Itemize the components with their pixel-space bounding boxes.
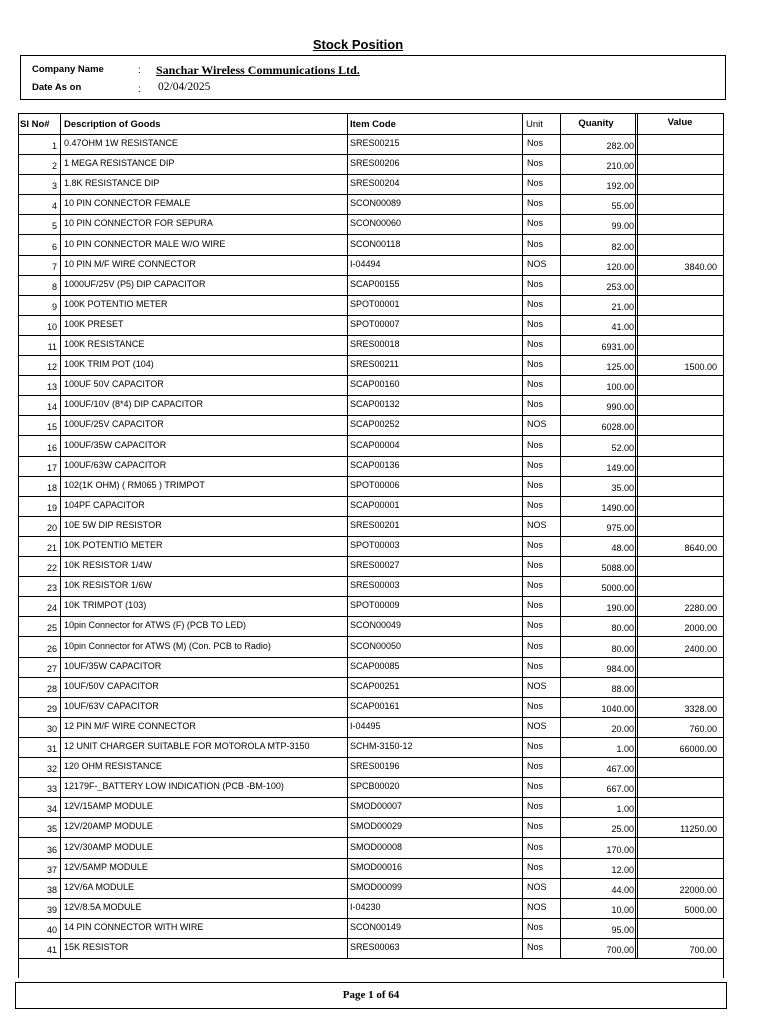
- unit-cell: Nos: [527, 479, 544, 490]
- item-code-cell: SCAP00132: [350, 399, 400, 410]
- unit-cell: Nos: [527, 861, 544, 872]
- quantity-cell: 192.00: [606, 181, 634, 192]
- item-code-cell: SRES00211: [350, 359, 399, 370]
- sl-no-cell: 12: [46, 362, 57, 373]
- unit-cell: NOS: [527, 419, 547, 430]
- description-cell: 104PF CAPACITOR: [64, 499, 145, 510]
- quantity-cell: 48.00: [611, 543, 634, 553]
- table-row: [19, 477, 723, 497]
- sl-no-cell: 1: [51, 141, 57, 151]
- unit-cell: Nos: [527, 158, 544, 169]
- sl-no-cell: 2: [51, 161, 57, 172]
- quantity-cell: 20.00: [611, 723, 634, 734]
- item-code-cell: SPOT00003: [350, 540, 400, 550]
- description-cell: 10pin Connector for ATWS (M) (Con. PCB to Radio): [64, 640, 271, 651]
- description-cell: 10 PIN CONNECTOR FEMALE: [64, 198, 191, 209]
- description-cell: 1000UF/25V (P5) DIP CAPACITOR: [64, 278, 206, 289]
- item-code-cell: SMOD00099: [350, 881, 403, 892]
- table-row: [19, 577, 723, 597]
- sl-no-cell: 17: [46, 462, 57, 473]
- item-code-cell: SRES00027: [350, 560, 400, 571]
- description-cell: 12 UNIT CHARGER SUITABLE FOR MOTOROLA MTP-3150: [64, 741, 310, 751]
- sl-no-cell: 26: [46, 643, 57, 654]
- sl-no-cell: 39: [46, 904, 57, 915]
- description-cell: 10UF/63V CAPACITOR: [64, 700, 159, 711]
- company-name-label: Company Name: [32, 64, 104, 75]
- report-title: Stock Position: [312, 37, 404, 52]
- table-row: [19, 457, 723, 477]
- sl-no-cell: 35: [46, 824, 57, 835]
- value-header: Value: [667, 117, 693, 128]
- description-cell: 12V/30AMP MODULE: [64, 841, 153, 852]
- table-row: [19, 698, 723, 718]
- value-cell: 2280.00: [684, 603, 717, 614]
- description-cell: 14 PIN CONNECTOR WITH WIRE: [64, 921, 204, 932]
- quantity-cell: 35.00: [611, 482, 634, 493]
- quantity-cell: 1.00: [616, 804, 634, 815]
- table-row: [19, 437, 723, 457]
- quantity-cell: 55.00: [611, 201, 634, 212]
- company-name-value: Sanchar Wireless Communications Ltd.: [156, 63, 360, 77]
- value-cell: 66000.00: [679, 744, 717, 754]
- quantity-cell: 100.00: [606, 382, 634, 393]
- item-code-cell: SRES00018: [350, 339, 400, 349]
- table-row: [19, 175, 723, 195]
- unit-cell: Nos: [527, 560, 544, 571]
- description-cell: 120 OHM RESISTANCE: [64, 761, 162, 772]
- table-row: [19, 617, 723, 637]
- table-row: [19, 597, 723, 617]
- item-code-cell: SCON00049: [350, 620, 402, 631]
- sl-no-cell: 4: [51, 201, 57, 212]
- table-row: [19, 798, 723, 818]
- sl-no-cell: 24: [46, 603, 57, 614]
- description-cell: 10 PIN CONNECTOR MALE W/O WIRE: [64, 238, 226, 249]
- item-code-cell: SCON00089: [350, 198, 402, 209]
- quantity-cell: 282.00: [606, 141, 634, 151]
- quantity-cell: 990.00: [606, 402, 634, 413]
- sl-no-cell: 3: [51, 181, 57, 192]
- sl-no-cell: 33: [46, 784, 57, 795]
- description-cell: 10UF/35W CAPACITOR: [64, 660, 162, 671]
- sl-no-cell: 5: [51, 221, 57, 232]
- sl-no-cell: 27: [46, 663, 57, 674]
- quantity-cell: 210.00: [606, 161, 634, 172]
- item-code-cell: SMOD00007: [350, 801, 403, 812]
- sl-no-cell: 23: [46, 583, 57, 594]
- sl-no-cell: 37: [46, 864, 57, 875]
- item-code-cell: SCAP00136: [350, 459, 400, 470]
- sl-no-cell: 21: [46, 543, 57, 553]
- item-code-cell: SMOD00016: [350, 861, 403, 872]
- description-cell: 1 MEGA RESISTANCE DIP: [64, 158, 175, 169]
- unit-cell: Nos: [527, 198, 544, 209]
- quantity-cell: 5000.00: [601, 583, 634, 594]
- sl-no-cell: 11: [47, 342, 57, 352]
- description-cell: 12179F-_BATTERY LOW INDICATION (PCB -BM-100): [64, 781, 284, 792]
- table-row: [19, 557, 723, 577]
- table-row: [19, 537, 723, 557]
- sl-no-cell: 32: [46, 764, 57, 775]
- item-code-cell: SRES00206: [350, 158, 400, 169]
- unit-cell: NOS: [527, 519, 547, 530]
- item-code-cell: SCAP00252: [350, 419, 400, 430]
- description-cell: 12V/8.5A MODULE: [64, 901, 142, 912]
- unit-cell: Nos: [527, 339, 544, 349]
- value-cell: 5000.00: [684, 904, 717, 915]
- description-cell: 10pin Connector for ATWS (F) (PCB TO LED): [64, 620, 247, 631]
- quantity-cell: 41.00: [611, 321, 634, 332]
- description-cell: 12V/6A MODULE: [64, 881, 135, 892]
- unit-cell: Nos: [527, 921, 544, 932]
- unit-cell: Nos: [527, 399, 544, 410]
- sl-no-cell: 20: [46, 522, 57, 533]
- item-code-cell: SPOT00007: [350, 318, 400, 329]
- company-name-colon: :: [138, 65, 141, 76]
- sl-no-cell: 18: [46, 482, 57, 493]
- unit-cell: Nos: [527, 218, 544, 229]
- unit-cell: Nos: [527, 821, 544, 832]
- unit-cell: Nos: [527, 700, 544, 711]
- unit-cell: Nos: [527, 459, 544, 470]
- description-cell: 100K TRIM POT (104): [64, 359, 154, 370]
- description-cell: 102(1K OHM) ( RM065 ) TRIMPOT: [64, 479, 205, 490]
- item-code-cell: SPOT00001: [350, 298, 400, 309]
- sl-no-cell: 29: [46, 703, 57, 714]
- table-row: [19, 818, 723, 838]
- value-cell: 11250.00: [680, 824, 717, 835]
- description-header: Description of Goods: [64, 119, 161, 130]
- quantity-cell: 667.00: [606, 784, 634, 795]
- report-header-box: [20, 55, 726, 100]
- description-cell: 100UF/25V CAPACITOR: [64, 419, 164, 430]
- description-cell: 10 PIN M/F WIRE CONNECTOR: [64, 258, 196, 269]
- sl-no-cell: 14: [46, 402, 57, 413]
- quantity-cell: 253.00: [606, 281, 634, 292]
- table-row: [19, 839, 723, 859]
- unit-cell: NOS: [527, 258, 547, 269]
- value-cell: 1500.00: [684, 362, 717, 373]
- item-code-cell: I-04494: [350, 258, 381, 269]
- description-cell: 12V/15AMP MODULE: [64, 801, 153, 812]
- sl-no-cell: 13: [46, 382, 57, 393]
- unit-cell: Nos: [527, 499, 544, 510]
- unit-cell: Nos: [527, 318, 544, 329]
- sl-no-cell: 6: [51, 241, 57, 252]
- value-cell: 2400.00: [684, 643, 717, 654]
- sl-no-cell: 10: [46, 321, 57, 332]
- sl-no-cell: 9: [51, 301, 57, 312]
- unit-cell: Nos: [527, 138, 544, 148]
- value-cell: 760.00: [689, 723, 717, 734]
- table-row: [19, 899, 723, 919]
- unit-cell: Nos: [527, 781, 544, 792]
- unit-cell: Nos: [527, 942, 544, 952]
- sl-no-cell: 36: [46, 844, 57, 855]
- description-cell: 10E 5W DIP RESISTOR: [64, 519, 162, 530]
- quantity-cell: 10.00: [611, 904, 634, 915]
- table-row: [19, 497, 723, 517]
- unit-cell: Nos: [527, 439, 544, 450]
- description-cell: 100UF/10V (8*4) DIP CAPACITOR: [64, 399, 204, 410]
- item-code-cell: SCON00118: [350, 238, 401, 249]
- table-row: [19, 859, 723, 879]
- value-cell: 3328.00: [684, 703, 717, 714]
- table-row: [19, 215, 723, 235]
- quantity-cell: 44.00: [611, 884, 634, 895]
- table-row: [19, 879, 723, 899]
- quantity-cell: 1.00: [616, 744, 634, 754]
- unit-cell: NOS: [527, 881, 547, 892]
- sl-no-cell: 25: [46, 623, 57, 634]
- item-code-cell: SRES00215: [350, 138, 400, 148]
- unit-cell: Nos: [527, 278, 544, 289]
- sl-no-cell: 22: [46, 563, 57, 574]
- sl-no-cell: 30: [46, 723, 57, 734]
- description-cell: 12V/20AMP MODULE: [64, 821, 153, 832]
- item-code-cell: SCAP00161: [350, 700, 400, 711]
- quantity-cell: 82.00: [611, 241, 634, 252]
- quantity-cell: 6028.00: [601, 422, 634, 433]
- table-row: [19, 396, 723, 416]
- unit-cell: Nos: [527, 298, 544, 309]
- table-row: [19, 678, 723, 698]
- page-footer: Page 1 of 64: [15, 982, 727, 1009]
- unit-cell: Nos: [527, 841, 544, 852]
- date-value: 02/04/2025: [158, 81, 211, 93]
- description-cell: 10 PIN CONNECTOR FOR SEPURA: [64, 218, 213, 229]
- quantity-cell: 700.00: [606, 945, 634, 955]
- unit-header: Unit: [526, 119, 543, 130]
- quantity-cell: 975.00: [606, 522, 634, 533]
- sl-no-cell: 31: [46, 744, 57, 754]
- quantity-header: Quanity: [578, 118, 614, 129]
- description-cell: 0.47OHM 1W RESISTANCE: [64, 138, 178, 148]
- date-colon: :: [138, 84, 141, 95]
- unit-cell: Nos: [527, 359, 544, 370]
- unit-cell: Nos: [527, 540, 544, 550]
- unit-cell: Nos: [527, 238, 544, 249]
- quantity-cell: 5088.00: [601, 563, 634, 574]
- table-row: [19, 135, 723, 155]
- description-cell: 15K RESISTOR: [64, 942, 129, 952]
- unit-cell: Nos: [527, 620, 544, 631]
- item-code-cell: SCAP00085: [350, 660, 400, 671]
- table-row: [19, 195, 723, 215]
- value-cell: 700.00: [689, 945, 717, 955]
- item-code-cell: SRES00201: [350, 519, 400, 530]
- sl-no-cell: 28: [46, 683, 57, 694]
- item-code-cell: SRES00196: [350, 761, 400, 772]
- description-cell: 10K RESISTOR 1/6W: [64, 580, 152, 591]
- unit-cell: NOS: [527, 901, 547, 912]
- sl-no-cell: 34: [46, 804, 57, 815]
- description-cell: 100K PRESET: [64, 318, 124, 329]
- sl-no-cell: 16: [46, 442, 57, 453]
- item-code-cell: SCAP00004: [350, 439, 400, 450]
- quantity-cell: 190.00: [606, 603, 634, 614]
- item-code-cell: SCAP00251: [350, 680, 400, 691]
- description-cell: 100UF/35W CAPACITOR: [64, 439, 167, 450]
- description-cell: 12 PIN M/F WIRE CONNECTOR: [64, 720, 196, 731]
- item-code-cell: SMOD00029: [350, 821, 403, 832]
- quantity-cell: 125.00: [606, 362, 634, 373]
- item-code-cell: SCAP00155: [350, 278, 400, 289]
- quantity-cell: 6931.00: [601, 342, 634, 352]
- description-cell: 100UF 50V CAPACITOR: [64, 379, 164, 390]
- table-row: [19, 256, 723, 276]
- sl-no-cell: 40: [46, 924, 57, 935]
- table-row: [19, 919, 723, 939]
- quantity-cell: 99.00: [611, 221, 634, 232]
- quantity-cell: 95.00: [611, 924, 634, 935]
- quantity-cell: 170.00: [606, 844, 634, 855]
- item-code-cell: SCAP00001: [350, 499, 400, 510]
- sl-no-cell: 19: [46, 502, 57, 513]
- item-code-header: Item Code: [350, 119, 396, 130]
- table-row: [19, 236, 723, 256]
- quantity-cell: 52.00: [611, 442, 634, 453]
- item-code-cell: SPOT00006: [350, 479, 400, 490]
- sl-no-header: Sl No#: [20, 119, 50, 130]
- value-cell: 8640.00: [684, 543, 717, 553]
- item-code-cell: SRES00063: [350, 942, 400, 952]
- table-row: [19, 638, 723, 658]
- description-cell: 10UF/50V CAPACITOR: [64, 680, 159, 691]
- table-row: [19, 296, 723, 316]
- item-code-cell: SCON00149: [350, 921, 402, 932]
- quantity-cell: 1040.00: [601, 703, 634, 714]
- table-row: [19, 658, 723, 678]
- unit-cell: Nos: [527, 178, 544, 189]
- unit-cell: NOS: [527, 720, 547, 731]
- description-cell: 10K RESISTOR 1/4W: [64, 560, 152, 571]
- sl-no-cell: 41: [46, 945, 57, 955]
- table-row: [19, 718, 723, 738]
- item-code-cell: I-04230: [350, 901, 381, 912]
- unit-cell: Nos: [527, 640, 544, 651]
- item-code-cell: SPOT00009: [350, 600, 400, 611]
- quantity-cell: 12.00: [611, 864, 634, 875]
- item-code-cell: SCAP00160: [350, 379, 400, 390]
- item-code-cell: SCHM-3150-12: [350, 741, 413, 751]
- quantity-cell: 1490.00: [601, 502, 634, 513]
- description-cell: 10K POTENTIO METER: [64, 540, 163, 550]
- table-row: [19, 738, 723, 758]
- unit-cell: Nos: [527, 660, 544, 671]
- unit-cell: Nos: [527, 761, 544, 772]
- quantity-cell: 120.00: [606, 261, 634, 272]
- quantity-cell: 88.00: [611, 683, 634, 694]
- value-cell: 2000.00: [684, 623, 717, 634]
- description-cell: 1.8K RESISTANCE DIP: [64, 178, 160, 189]
- item-code-cell: SRES00003: [350, 580, 400, 591]
- table-row: [19, 376, 723, 396]
- date-label: Date As on: [32, 82, 82, 93]
- quantity-cell: 149.00: [606, 462, 634, 473]
- quantity-cell: 80.00: [611, 623, 634, 634]
- sl-no-cell: 15: [46, 422, 57, 433]
- value-cell: 3840.00: [684, 261, 717, 272]
- sl-no-cell: 8: [51, 281, 57, 292]
- item-code-cell: SPCB00020: [350, 781, 400, 792]
- table-row: [19, 155, 723, 175]
- description-cell: 100K POTENTIO METER: [64, 298, 168, 309]
- table-header-row: [19, 114, 723, 135]
- table-row: [19, 336, 723, 356]
- description-cell: 10K TRIMPOT (103): [64, 600, 147, 611]
- unit-cell: Nos: [527, 379, 544, 390]
- table-row: [19, 416, 723, 436]
- quantity-cell: 25.00: [611, 824, 634, 835]
- description-cell: 100K RESISTANCE: [64, 339, 145, 349]
- unit-cell: NOS: [527, 680, 547, 691]
- sl-no-cell: 7: [51, 261, 57, 272]
- table-row: [19, 758, 723, 778]
- value-cell: 22000.00: [679, 884, 717, 895]
- stock-table: [18, 113, 724, 978]
- sl-no-cell: 38: [46, 884, 57, 895]
- description-cell: 12V/5AMP MODULE: [64, 861, 148, 872]
- table-row: [19, 276, 723, 296]
- unit-cell: Nos: [527, 741, 544, 751]
- item-code-cell: SCON00060: [350, 218, 402, 229]
- table-row: [19, 316, 723, 336]
- description-cell: 100UF/63W CAPACITOR: [64, 459, 167, 470]
- item-code-cell: I-04495: [350, 720, 381, 731]
- quantity-cell: 984.00: [606, 663, 634, 674]
- unit-cell: Nos: [527, 580, 544, 591]
- table-row: [19, 356, 723, 376]
- item-code-cell: SMOD00008: [350, 841, 403, 852]
- item-code-cell: SCON00050: [350, 640, 402, 651]
- table-row: [19, 517, 723, 537]
- unit-cell: Nos: [527, 801, 544, 812]
- table-row: [19, 778, 723, 798]
- quantity-cell: 80.00: [611, 643, 634, 654]
- quantity-cell: 467.00: [606, 764, 634, 775]
- item-code-cell: SRES00204: [350, 178, 400, 189]
- unit-cell: Nos: [527, 600, 544, 611]
- table-row: [19, 939, 723, 959]
- quantity-cell: 21.00: [611, 301, 634, 312]
